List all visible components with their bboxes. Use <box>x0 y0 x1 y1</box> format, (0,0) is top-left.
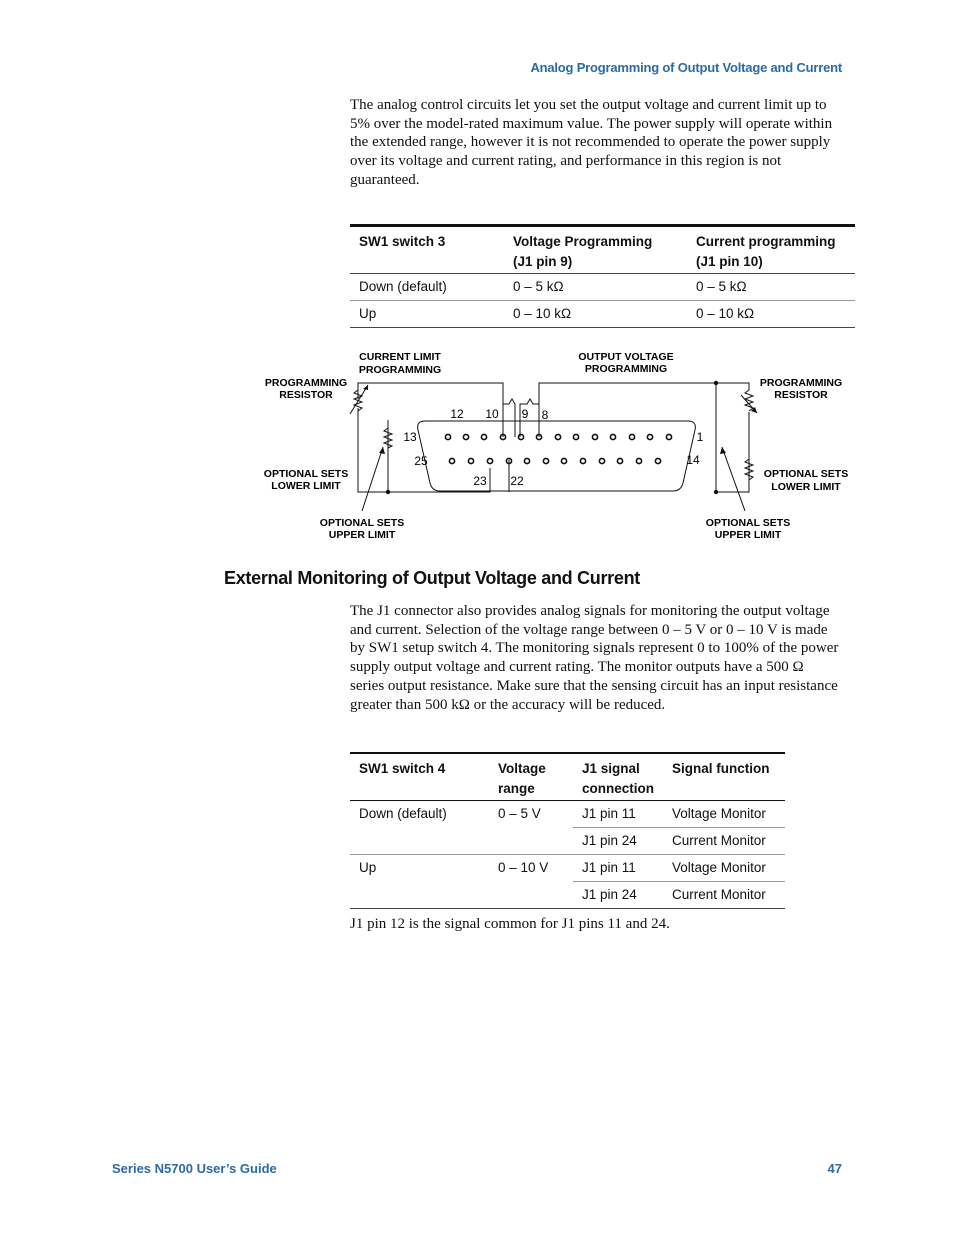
column-header: Voltage Programming (J1 pin 9) <box>504 226 687 274</box>
right-top-wire <box>520 383 749 437</box>
j1-connector-diagram <box>250 345 865 545</box>
column-header: J1 signal connection <box>573 753 663 801</box>
table-row <box>350 274 855 301</box>
pin-number: 12 <box>450 407 464 421</box>
connector-pin <box>487 458 492 463</box>
table-cell: J1 pin 11 <box>573 801 663 828</box>
label-upper-limit-left: OPTIONAL SETS <box>319 517 405 529</box>
table-cell: Voltage Monitor <box>663 801 785 828</box>
table-cell: Current Monitor <box>663 828 785 855</box>
connector-shell <box>418 421 696 491</box>
intro-paragraph: The analog control circuits let you set the output voltage and current limit up to 5% over the model-rated maximum value. The power supply will operate within the extended range, however it is not recommended to operate the power supply over its voltage and current rating, and performance in this region is not guaranteed. <box>350 97 833 188</box>
pin-number: 13 <box>403 430 417 444</box>
connector-pin <box>636 458 641 463</box>
table-cell: 0 – 5 kΩ <box>687 274 855 301</box>
column-header: SW1 switch 4 <box>350 753 489 801</box>
table-header-row <box>350 226 855 274</box>
column-header: Current programming (J1 pin 10) <box>687 226 855 274</box>
table-cell: Up <box>350 301 504 328</box>
table-row <box>350 301 855 328</box>
sw1-switch3-table <box>350 224 855 328</box>
connector-pin <box>599 458 604 463</box>
connector-pin <box>449 458 454 463</box>
label-current-limit-2: PROGRAMMING <box>358 364 442 376</box>
connector-pin <box>666 434 671 439</box>
table-cell: 0 – 10 kΩ <box>504 301 687 328</box>
connector-pin <box>481 434 486 439</box>
table-cell: Down (default) <box>350 274 504 301</box>
table-cell: J1 pin 24 <box>573 882 663 909</box>
pin-number: 22 <box>510 474 524 488</box>
pin-number: 25 <box>414 454 428 468</box>
connector-pin <box>629 434 634 439</box>
pin-number: 14 <box>686 453 700 467</box>
column-header: SW1 switch 3 <box>350 226 504 274</box>
pin-number: 23 <box>473 474 487 488</box>
table-cell <box>350 882 489 909</box>
connector-pin <box>555 434 560 439</box>
connector-pin <box>647 434 652 439</box>
label-lower-limit-right: OPTIONAL SETS <box>763 468 849 480</box>
connector-pin <box>610 434 615 439</box>
connector-pin <box>580 458 585 463</box>
running-header-title: Analog Programming of Output Voltage and Current <box>530 60 842 75</box>
table-cell: Up <box>359 860 377 875</box>
label-lower-limit-left-2: LOWER LIMIT <box>271 480 341 492</box>
table-cell <box>489 882 573 909</box>
table-cell <box>489 828 573 855</box>
column-header: Signal function <box>663 753 785 801</box>
pin-number: 10 <box>485 407 499 421</box>
table-cell: J1 pin 11 <box>573 855 663 882</box>
table-cell: J1 pin 24 <box>573 828 663 855</box>
table-row <box>350 828 785 855</box>
page-number: 47 <box>827 1161 842 1176</box>
table-cell: 0 – 5 kΩ <box>504 274 687 301</box>
connector-pin <box>592 434 597 439</box>
label-prog-resistor-left: PROGRAMMING <box>264 377 348 389</box>
connector-pin <box>543 458 548 463</box>
label-lower-limit-right-2: LOWER LIMIT <box>771 481 841 493</box>
pin-number: 1 <box>696 430 704 444</box>
connector-pin <box>468 458 473 463</box>
table-row <box>350 801 785 828</box>
label-prog-resistor-left-2: RESISTOR <box>279 389 333 401</box>
connector-pin <box>524 458 529 463</box>
section-heading: External Monitoring of Output Voltage and Current <box>224 568 640 588</box>
label-output-voltage: OUTPUT VOLTAGE <box>578 351 674 363</box>
label-upper-limit-right-2: UPPER LIMIT <box>714 529 782 541</box>
table-header-row <box>350 753 785 801</box>
table-row <box>350 855 785 882</box>
label-prog-resistor-right: PROGRAMMING <box>759 377 843 389</box>
table-cell: Down (default) <box>359 806 447 821</box>
label-upper-limit-left-2: UPPER LIMIT <box>328 529 396 541</box>
label-upper-limit-right: OPTIONAL SETS <box>705 517 791 529</box>
pin-number: 9 <box>521 407 529 421</box>
table-cell: Current Monitor <box>663 882 785 909</box>
table-row <box>350 882 785 909</box>
table-cell: 0 – 10 kΩ <box>687 301 855 328</box>
sw1-switch4-table <box>350 752 785 909</box>
table-cell: 0 – 10 V <box>498 860 549 875</box>
connector-pin <box>573 434 578 439</box>
table-cell: 0 – 5 V <box>498 806 541 821</box>
table-cell <box>350 828 489 855</box>
label-current-limit: CURRENT LIMIT <box>359 351 441 363</box>
connector-pin <box>617 458 622 463</box>
connector-pin <box>445 434 450 439</box>
label-output-voltage-2: PROGRAMMING <box>584 363 668 375</box>
connector-pin <box>463 434 468 439</box>
table-cell: Voltage Monitor <box>663 855 785 882</box>
connector-pin <box>518 434 523 439</box>
label-prog-resistor-right-2: RESISTOR <box>774 389 828 401</box>
label-lower-limit-left: OPTIONAL SETS <box>263 468 349 480</box>
signal-common-note: J1 pin 12 is the signal common for J1 pins 11 and 24. <box>350 916 670 932</box>
monitor-paragraph: The J1 connector also provides analog signals for monitoring the output voltage and current. Selection of the voltage range between 0 – 5 V or 0 – 10 V is made by SW1 setup switch 4. The monitoring signals represent 0 to 100% of the power supply output voltage and current rating. The monitor outputs have a 500 Ω series output resistance. Make sure that the sensing circuit has an input resistance greater than 500 kΩ or the accuracy will be reduced. <box>350 603 839 713</box>
connector-pin <box>561 458 566 463</box>
column-header: Voltage range <box>489 753 573 801</box>
connector-pin <box>655 458 660 463</box>
pin-number: 8 <box>541 408 549 422</box>
footer-guide-title: Series N5700 User’s Guide <box>112 1161 277 1176</box>
